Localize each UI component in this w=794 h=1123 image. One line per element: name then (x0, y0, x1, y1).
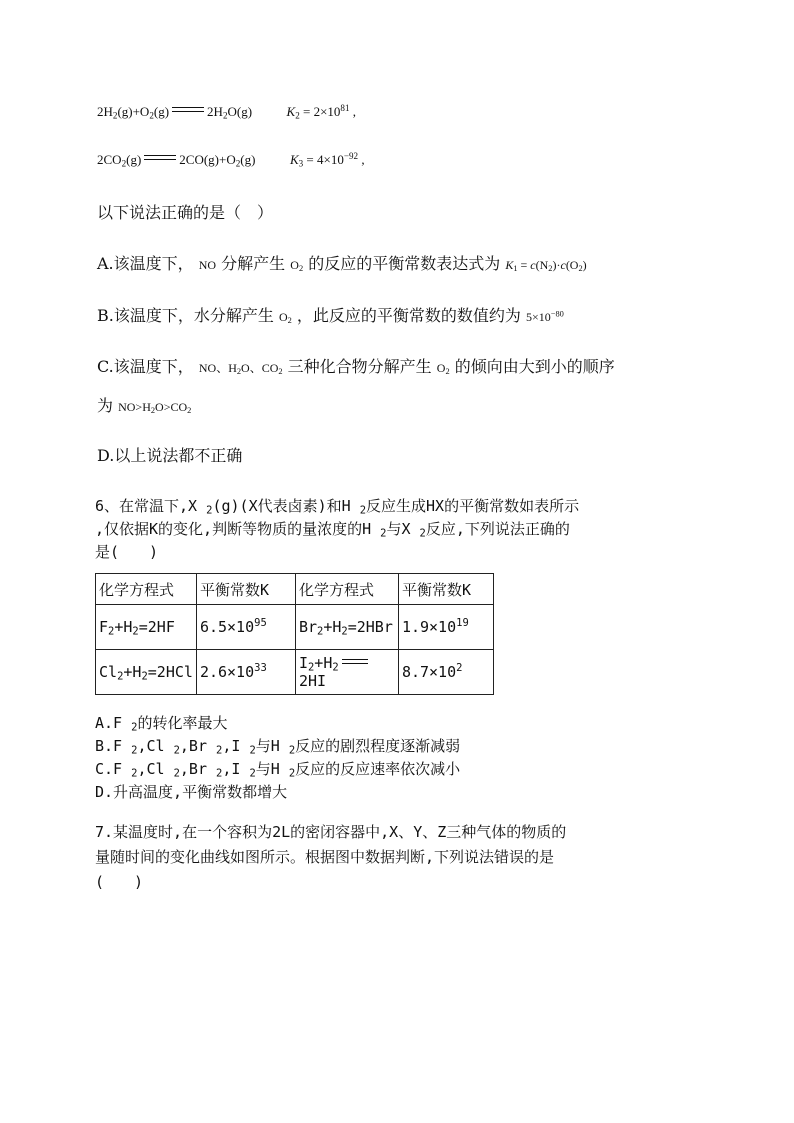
table-header-cell: 平衡常数K (398, 574, 493, 605)
table-cell-constant: $8.7\times 10^2$ (398, 650, 493, 695)
equation-co2 (97, 152, 365, 168)
table-header-cell: 化学方程式 (295, 574, 398, 605)
equation-lhs: $2CO_2(g)$ (97, 152, 142, 169)
table-cell-equation: $I_2+H_22HI$ (295, 650, 398, 695)
table-cell-equation: $Cl_2+H_2=2HCl$ (96, 650, 197, 695)
equation-h2-o2 (97, 104, 356, 120)
q5-option-b: B.该温度下，水分解产生 $O_2$ ，此反应的平衡常数的数值约为 $5\times 10^{-80}$ (97, 306, 564, 326)
q6-option-c: C.F $_2$,Cl $_2$,Br $_2$,I $_2$与H $_2$反应的反应速率依次减小 (95, 760, 461, 780)
table-cell-constant: $1.9\times 10^{19}$ (398, 605, 493, 650)
equation-rhs: $2CO(g)+O_2(g)$ (179, 152, 256, 169)
table-header-cell: 化学方程式 (96, 574, 197, 605)
q5-option-a: A.该温度下， NO 分解产生 $O_2$ 的反应的平衡常数表达式为 $K_1 = c(N_2)\cdot c(O_2)$ (97, 254, 587, 274)
table-cell-equation: $Br_2+H_2=2HBr$ (295, 605, 398, 650)
equation-rhs: $2H_2O(g)$ (207, 104, 253, 121)
table-cell-constant: $2.6\times 10^{33}$ (196, 650, 295, 695)
q7-stem-line3: ( ) (95, 873, 144, 891)
q5-option-d: D.以上说法都不正确 (97, 446, 243, 465)
equilibrium-constant: $K_2 = 2\times 10^{81}$ , (286, 103, 357, 121)
equation-lhs: $2H_2(g)+O_2(g)$ (97, 104, 170, 121)
equilibrium-constant: $K_3 = 4\times 10^{-92}$ , (289, 151, 365, 169)
table-cell-constant: $6.5\times 10^{95}$ (196, 605, 295, 650)
table-row (96, 650, 494, 695)
q5-stem: 以下说法正确的是（ ） (97, 203, 274, 222)
q6-option-d: D.升高温度,平衡常数都增大 (95, 783, 288, 801)
equilibrium-arrow-icon (172, 107, 204, 113)
q5-option-c-line2: 为 $NO>H_2O>CO_2$ (97, 396, 192, 416)
q6-option-b: B.F $_2$,Cl $_2$,Br $_2$,I $_2$与H $_2$反应的剧烈程度逐渐减弱 (95, 737, 461, 757)
q7-stem-line2: 量随时间的变化曲线如图所示。根据图中数据判断,下列说法错误的是 (95, 848, 555, 866)
table-cell-equation: $F_2+H_2=2HF$ (96, 605, 197, 650)
q6-stem-line3: 是( ) (95, 543, 159, 561)
equilibrium-constant-table (95, 573, 494, 695)
equilibrium-arrow-icon (144, 155, 176, 161)
table-row (96, 605, 494, 650)
q6-stem-line1: 6、在常温下,X $_2$(g)(X代表卤素)和H $_2$反应生成HX的平衡常数如表所示 (95, 497, 580, 517)
q6-stem-line2: ,仅依据K的变化,判断等物质的量浓度的H $_2$与X $_2$反应,下列说法正确的 (95, 520, 570, 540)
q6-option-a: A.F $_2$的转化率最大 (95, 714, 228, 734)
table-header-cell: 平衡常数K (196, 574, 295, 605)
q5-option-c-line1: C.该温度下， NO、$H_2O$、$CO_2$ 三种化合物分解产生 $O_2$ 的倾向由大到小的顺序 (97, 357, 615, 377)
table-header-row (96, 574, 494, 605)
q7-stem-line1: 7.某温度时,在一个容积为2L的密闭容器中,X、Y、Z三种气体的物质的 (95, 823, 567, 841)
